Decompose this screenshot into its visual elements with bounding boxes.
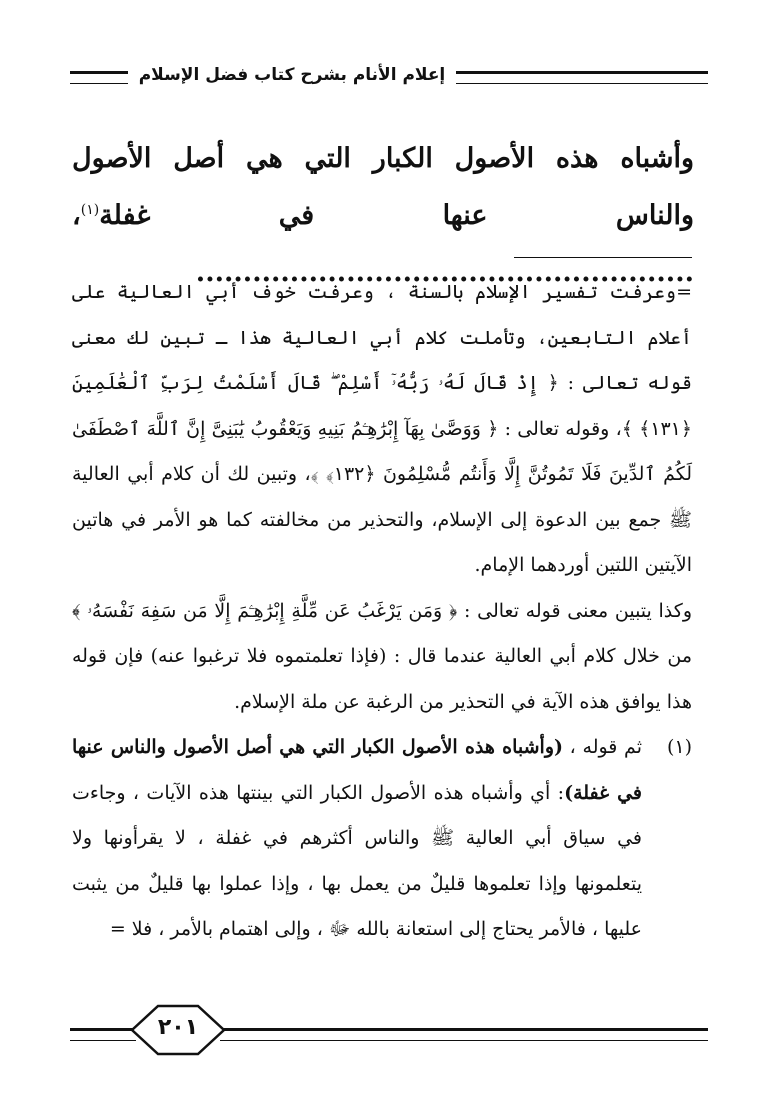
footnote-text: : أي وأشباه هذه الأصول الكبار التي بينتها هذه الآيات ، وجاءت في سياق أبي العالية ﷺ والناس أكثرهم في غفلة ، لا يقرأونها ولا يتعلمونها وإذا تعلموها قليلٌ من يعمل بها ، وإذا عملوا بها قليلٌ من يثبت عليها ، فالأمر يحتاج إلى استعانة بالله ﷻ ، وإلى اهتمام بالأمر ، فلا = <box>72 781 642 940</box>
footnote-number: (١) <box>666 736 692 758</box>
page-number-badge <box>128 1002 228 1058</box>
footnote-reference: (١) <box>80 202 100 218</box>
main-text-trailing-dots: ، ..................................................... <box>72 200 694 288</box>
quran-verse: ﴿ وَمَن يَرْغَبُ عَن مِّلَّةِ إِبْرَٰهِـۧمَ إِلَّا مَن سَفِهَ نَفْسَهُۥ ﴾ <box>72 599 458 622</box>
footnote-text: ثم قوله ، <box>563 736 642 758</box>
quran-verse: ﴿ إِذْ قَالَ لَهُۥ رَبُّهُۥٓ أَسْلِمْ ۖ قَالَ أَسْلَمْتُ لِرَبِّ ٱلْعَٰلَمِينَ ﴿١٣١﴾ ﴾ <box>72 372 692 440</box>
page-number: ٢٠١ <box>157 1015 199 1040</box>
quran-verse: ﴿ وَوَصَّىٰ بِهَآ إِبْرَٰهِـۧمُ بَنِيهِ وَيَعْقُوبُ يَٰبَنِىَّ إِنَّ ٱللَّهَ ٱصْطَفَىٰ لَكُمُ ٱلدِّينَ فَلَا تَمُوتُنَّ إِلَّا وَأَنتُم مُّسْلِمُونَ ﴿١٣٢﴾ ﴾ <box>72 417 692 485</box>
footnote-text: ، وقوله تعالى : <box>498 417 622 440</box>
footnotes-section <box>72 270 692 953</box>
footer-rule-right <box>220 1028 708 1041</box>
running-header-title: إعلام الأنام بشرح كتاب فضل الإسلام <box>138 65 446 85</box>
footnote-paragraph-1 <box>72 270 692 589</box>
header-rule-left <box>70 71 128 84</box>
footnote-text: =وعرفت تفسير الإسلام بالسنة ، وعرفت خوف أبي العالية على أعلام التابعين، وتأملت كلام أبي العالية هذا ـ تبين لك معنى قوله تعالى : <box>72 281 692 394</box>
footnote-1 <box>72 725 692 953</box>
main-text-body: وأشباه هذه الأصول الكبار التي هي أصل الأصول والناس عنها في غفلة <box>72 143 694 231</box>
header-rule-right <box>456 71 708 84</box>
footnote-quoted-text: (وأشباه هذه الأصول الكبار التي هي أصل الأصول والناس عنها في غفلة) <box>72 736 642 804</box>
running-header <box>70 62 708 98</box>
footer-rule-left <box>70 1028 136 1041</box>
footnote-paragraph-2 <box>72 589 692 726</box>
footnote-text: ، وتبين لك أن كلام أبي العالية ﷺ جمع بين الدعوة إلى الإسلام، والتحذير من مخالفته كما هو الأمر في هاتين الآيتين اللتين أوردهما الإمام. <box>72 463 692 576</box>
footnote-text: من خلال كلام أبي العالية عندما قال : (فإذا تعلمتموه فلا ترغبوا عنه) فإن قوله هذا يوافق هذه الآية في التحذير من الرغبة عن ملة الإسلام. <box>72 645 692 713</box>
footnote-text: وكذا يتبين معنى قوله تعالى : <box>457 599 693 622</box>
footnote-separator <box>514 257 692 258</box>
